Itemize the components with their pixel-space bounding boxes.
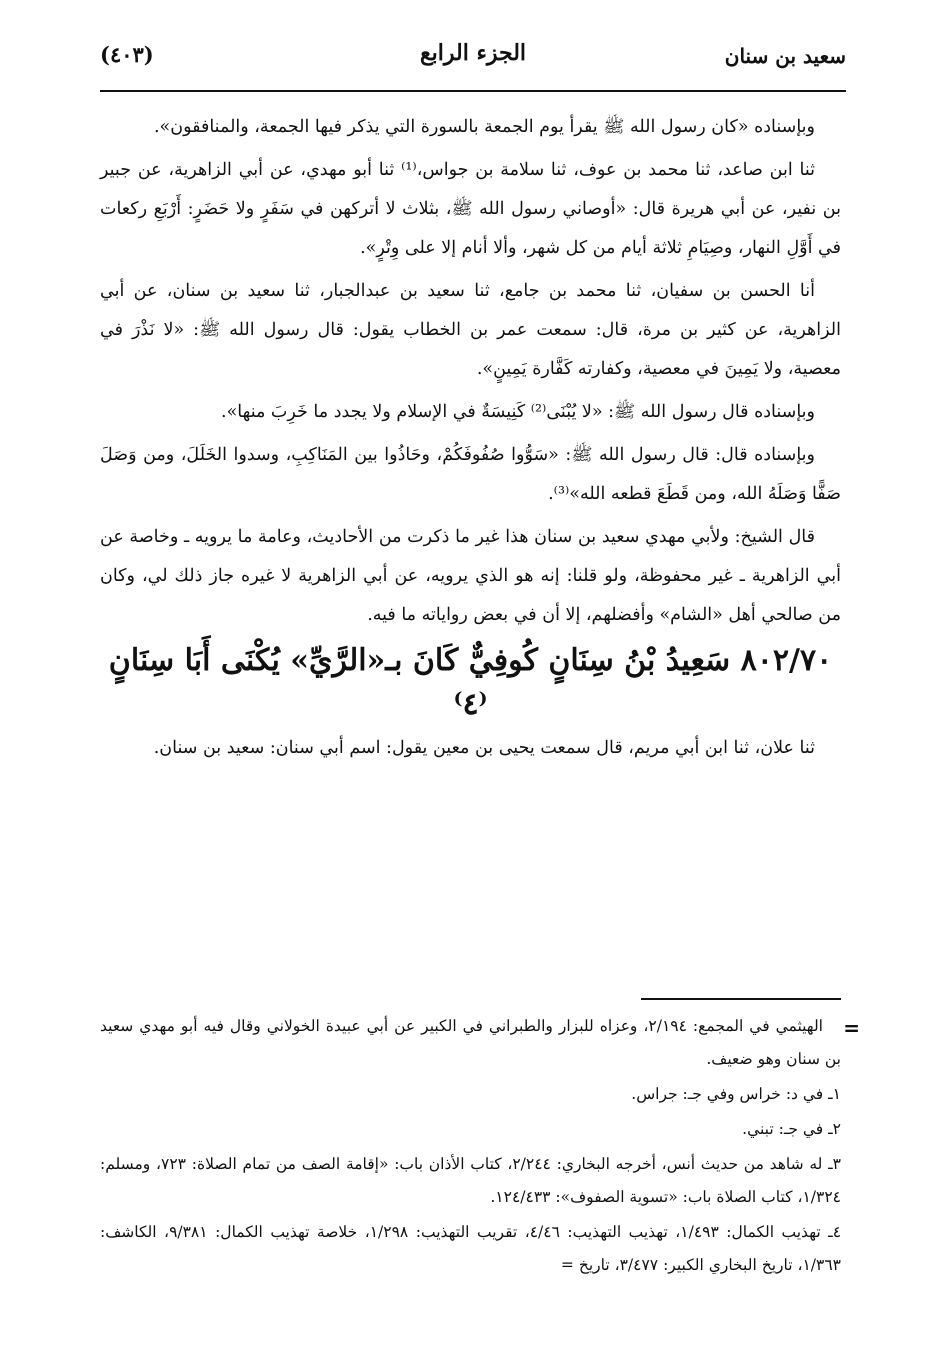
volume-title: الجزء الرابع: [419, 40, 527, 66]
footnote-item: ٤ـ تهذيب الكمال: ١/٤٩٣، تهذيب التهذيب: ٤/٤٦، تقريب التهذيب: ١/٢٩٨، خلاصة تهذيب الكمال: ٩/٣٨١، الكاشف: ١/٣٦٣، تاريخ البخاري الكبير: ٣/٤٧٧، تاريخ =: [100, 1223, 842, 1274]
paragraph: وبإسناده «كان رسول الله ﷺ يقرأ يوم الجمعة بالسورة التي يذكر فيها الجمعة، والمنافقون».: [153, 117, 815, 137]
footnote-item: ١ـ في د: خراس وفي جـ: جراس.: [631, 1085, 841, 1103]
footnotes: [100, 1010, 841, 1284]
footnote-item: ٢ـ في جـ: تبني.: [742, 1120, 841, 1138]
footnote-separator: [641, 998, 841, 1000]
footnote-continuation-mark: =: [843, 1016, 860, 1040]
paragraph: ثنا ابن صاعد، ثنا محمد بن عوف، ثنا سلامة بن جواس،⁽¹⁾ ثنا أبو مهدي، عن أبي الزاهرية، عن جبير بن نفير، عن أبي هريرة قال: «أوصاني رسول الله ﷺ، بثلاث لا أتركهن في سَفَرٍ ولا حَضَرٍ: أَرْبَعِ ركعات في أَوَّلِ النهار، وصِيَامِ ثلاثة أيام من كل شهر، وألا أنام إلا على وِتْرٍ».: [100, 160, 841, 258]
main-text: [100, 108, 841, 772]
entry-paragraph: ثنا علان، ثنا ابن أبي مريم، قال سمعت يحيى بن معين يقول: اسم أبي سنان: سعيد بن سنان.: [153, 738, 815, 758]
paragraph: وبإسناده قال رسول الله ﷺ: «لا يُبْنَى⁽²⁾ كَنِيسَةٌ في الإسلام ولا يجدد ما خَرِبَ منها».: [221, 402, 815, 422]
running-author: سعيد بن سنان: [724, 44, 846, 68]
footnote-continuation: الهيثمي في المجمع: ٢/١٩٤، وعزاه للبزار والطبراني في الكبير عن أبي عبيدة الخولاني وقال فيه أبو مهدي سعيد بن سنان وهو ضعيف.: [100, 1017, 841, 1068]
paragraph: أنا الحسن بن سفيان، ثنا محمد بن جامع، ثنا سعيد بن عبدالجبار، ثنا سعيد بن سنان، عن أبي الزاهرية، عن كثير بن مرة، قال: سمعت عمر بن الخطاب يقول: قال رسول الله ﷺ: «لا نَذْرَ في معصية، ولا يَمِينَ في معصية، وكفارته كَفَّارة يَمِينٍ».: [100, 281, 841, 379]
paragraph: قال الشيخ: ولأبي مهدي سعيد بن سنان هذا غير ما ذكرت من الأحاديث، وعامة ما يرويه ـ وخاصة عن أبي الزاهرية ـ غير محفوظة، ولو قلنا: إنه هو الذي يرويه، عن أبي الزاهرية لا غيره جاز ذلك لي، وكان من صالحي أهل «الشام» وأفضلهم، إلا أن في بعض رواياته ما فيه.: [100, 527, 841, 625]
entry-heading: ٨٠٢/٧٠ سَعِيدُ بْنُ سِنَانٍ كُوفِيٌّ كَانَ بـ«الرَّيِّ» يُكْنَى أَبَا سِنَانٍ ⁽٤⁾: [108, 643, 833, 722]
footnote-item: ٣ـ له شاهد من حديث أنس، أخرجه البخاري: ٢/٢٤٤، كتاب الأذان باب: «إقامة الصف من تمام الصلاة: ٧٢٣، ومسلم: ١/٣٢٤، كتاب الصلاة باب: «تسوية الصفوف»: ١٢٤/٤٣٣.: [100, 1155, 841, 1206]
page-number: (٤٠٣): [100, 42, 154, 67]
paragraph: وبإسناده قال: قال رسول الله ﷺ: «سَوُّوا صُفُوفَكُمْ، وحَاذُوا بين المَنَاكِبِ، وسدوا الخَلَلَ، ومن وَصَلَ صَفًّا وَصَلَهُ الله، ومن قَطَعَ قطعه الله»⁽³⁾.: [100, 445, 841, 504]
page-header: [100, 30, 846, 92]
